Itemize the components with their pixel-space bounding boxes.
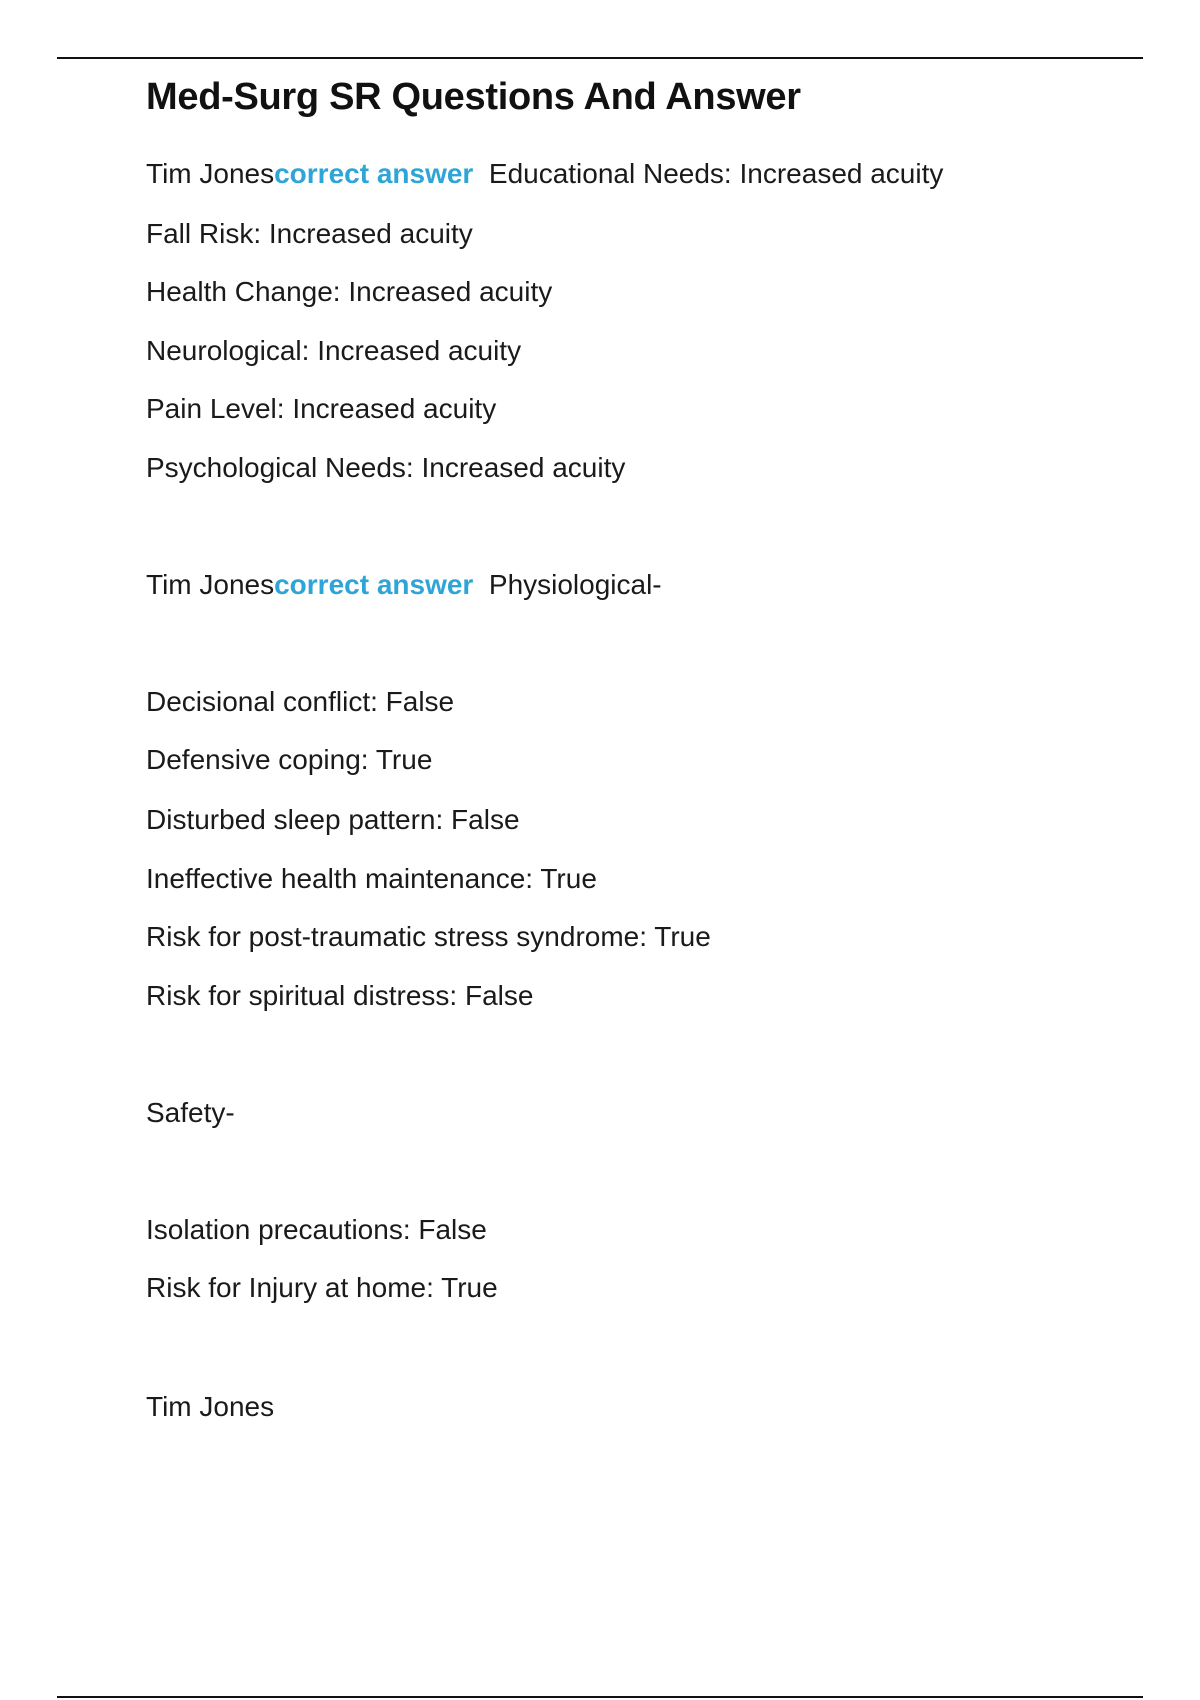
q2-item-spiritual-distress: Risk for spiritual distress: False bbox=[146, 980, 534, 1011]
safety-item-isolation: Isolation precautions: False bbox=[146, 1214, 487, 1245]
q3-name: Tim Jones bbox=[146, 1391, 275, 1422]
q1-item-health-change: Health Change: Increased acuity bbox=[146, 276, 553, 307]
q1-item-psychological-needs: Psychological Needs: Increased acuity bbox=[146, 452, 626, 483]
q2-item-decisional-conflict: Decisional conflict: False bbox=[146, 686, 455, 717]
q1-first-line bbox=[146, 157, 943, 191]
safety-item-injury-risk: Risk for Injury at home: True bbox=[146, 1272, 498, 1303]
q1-item-fall-risk: Fall Risk: Increased acuity bbox=[146, 218, 473, 249]
q2-first-line bbox=[146, 568, 662, 602]
q2-item-disturbed-sleep: Disturbed sleep pattern: False bbox=[146, 804, 520, 835]
q2-item-health-maintenance: Ineffective health maintenance: True bbox=[146, 863, 597, 894]
q2-answer-text: Physiological- bbox=[473, 569, 662, 600]
safety-heading: Safety- bbox=[146, 1097, 235, 1128]
q1-item-neurological: Neurological: Increased acuity bbox=[146, 335, 522, 366]
top-rule bbox=[57, 57, 1143, 59]
q1-answer-text: Educational Needs: Increased acuity bbox=[473, 158, 944, 189]
page-title: Med-Surg SR Questions And Answer bbox=[146, 76, 801, 118]
q1-item-pain-level: Pain Level: Increased acuity bbox=[146, 393, 497, 424]
bottom-rule bbox=[57, 1696, 1143, 1698]
q2-name: Tim Jones bbox=[146, 569, 275, 600]
q1-name: Tim Jones bbox=[146, 158, 275, 189]
q1-answer-label: correct answer bbox=[274, 158, 474, 189]
q2-item-defensive-coping: Defensive coping: True bbox=[146, 744, 433, 775]
q2-answer-label: correct answer bbox=[274, 569, 474, 600]
q2-item-ptsd-risk: Risk for post-traumatic stress syndrome: True bbox=[146, 921, 711, 952]
